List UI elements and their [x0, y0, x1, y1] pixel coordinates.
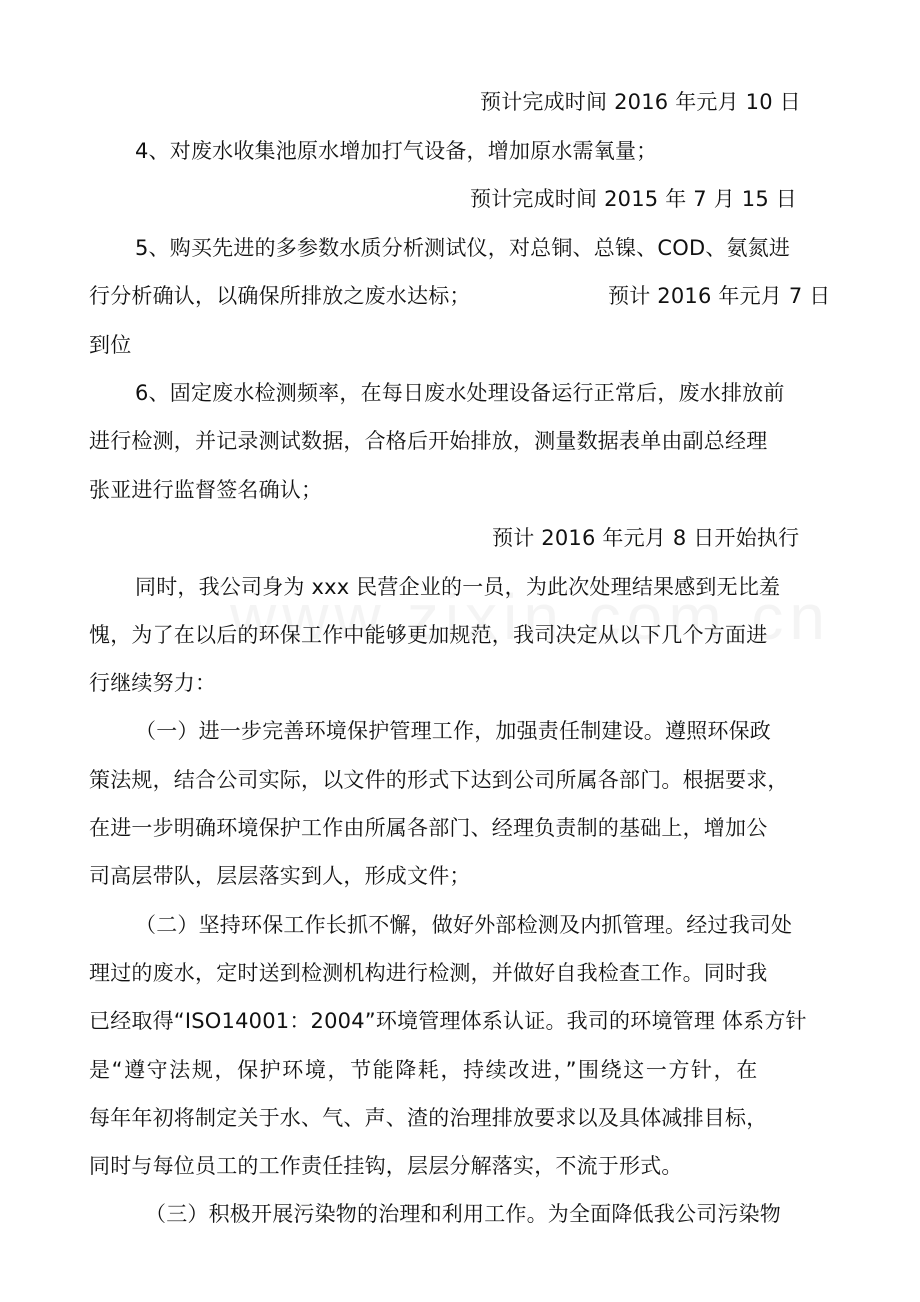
item-6-line-1: 6、固定废水检测频率，在每日废水处理设备运行正常后，废水排放前: [135, 381, 785, 405]
paragraph-meanwhile-line-2: 愧，为了在以后的环保工作中能够更加规范，我司决定从以下几个方面进: [89, 623, 768, 647]
section-1-line-1: （一）进一步完善环境保护管理工作，加强责任制建设。遵照环保政: [135, 719, 771, 743]
completion-date-2: 预计完成时间 2015 年 7 月 15 日: [470, 187, 797, 211]
section-2-line-6: 同时与每位员工的工作责任挂钩，层层分解落实，不流于形式。: [89, 1154, 683, 1178]
section-1-line-2: 策法规，结合公司实际，以文件的形式下达到公司所属各部门。根据要求，: [89, 768, 789, 792]
paragraph-meanwhile-line-3: 行继续努力：: [89, 671, 217, 695]
section-1-line-4: 司高层带队，层层落实到人，形成文件；: [89, 864, 471, 888]
paragraph-meanwhile-line-1: 同时，我公司身为 xxx 民营企业的一员，为此次处理结果感到无比羞: [135, 575, 781, 599]
item-6-line-3: 张亚进行监督签名确认；: [89, 478, 323, 502]
item-4-text: 4、对废水收集池原水增加打气设备，增加原水需氧量；: [135, 139, 658, 163]
item-5-line-2: 行分析确认，以确保所排放之废水达标；: [89, 284, 471, 308]
item-5-date: 预计 2016 年元月 7 日: [608, 284, 831, 308]
item-5-line-1: 5、购买先进的多参数水质分析测试仪，对总铜、总镍、COD、氨氮进: [135, 236, 791, 260]
section-2-line-2: 理过的废水，定时送到检测机构进行检测，并做好自我检查工作。同时我: [89, 961, 768, 985]
item-5-line-3: 到位: [89, 333, 132, 357]
section-3-line-1: （三）积极开展污染物的治理和利用工作。为全面降低我公司污染物: [145, 1202, 781, 1226]
section-2-line-5: 每年年初将制定关于水、气、声、渣的治理排放要求以及具体减排目标，: [89, 1106, 768, 1130]
completion-date-3: 预计 2016 年元月 8 日开始执行: [492, 526, 800, 550]
item-6-line-2: 进行检测，并记录测试数据，合格后开始排放，测量数据表单由副总经理: [89, 429, 768, 453]
section-2-line-4: 是“遵守法规，保护环境，节能降耗，持续改进，”围绕这一方针，在: [89, 1058, 759, 1082]
section-2-line-3: 已经取得“ISO14001：2004”环境管理体系认证。我司的环境管理 体系方针: [89, 1009, 807, 1033]
section-1-line-3: 在进一步明确环境保护工作由所属各部门、经理负责制的基础上，增加公: [89, 816, 768, 840]
completion-date-1: 预计完成时间 2016 年元月 10 日: [480, 90, 801, 114]
section-2-line-1: （二）坚持环保工作长抓不懈，做好外部检测及内抓管理。经过我司处: [135, 913, 793, 937]
